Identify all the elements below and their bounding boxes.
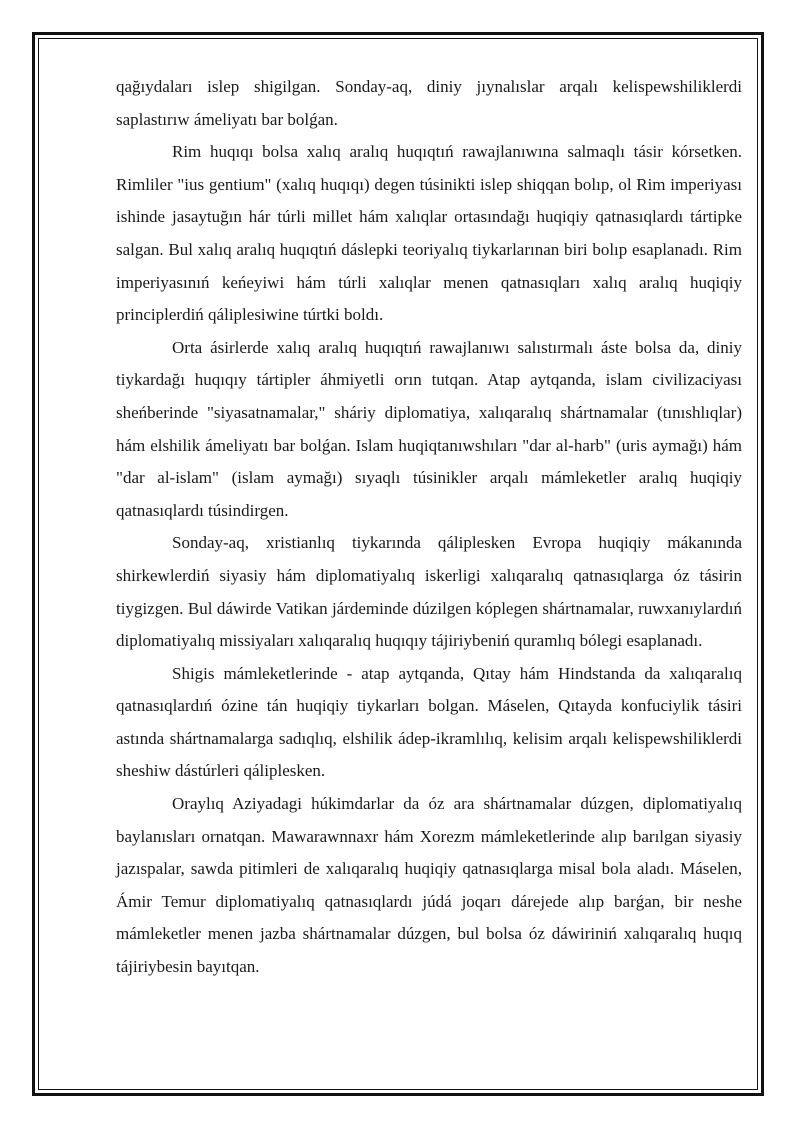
paragraph-roman-law: Rim huqıqı bolsa xalıq aralıq huqıqtıń rawajlanıwına salmaqlı tásir kórsetken. Rimliler "ius gentium" (xalıq huqıqı) degen túsinikti islep shiqqan bolıp, ol Rim imperiyası ishinde jasaytuğın hár túrli millet hám xalıqlar ortasındağı huqiqiy qatnasıqlardı tártipke salgan. Bul xalıq aralıq huqıqtıń dáslepki teoriyalıq tiykarlarınan biri bolıp esaplanadı. Rim imperiyasınıń keńeyiwi hám túrli xalıqlar menen qatnasıqları xalıq aralıq huqiqiy principlerdiń qáliplesiwine túrtki boldı. <box>116 142 742 325</box>
paragraph-christian-europe: Sonday-aq, xristianlıq tiykarında qáliplesken Evropa huqiqiy mákanında shirkewlerdiń siyasiy hám diplomatiyalıq iskerligi xalıqaralıq qatnasıqlarga óz tásirin tiygizgen. Bul dáwirde Vatikan járdeminde dúzilgen kóplegen shártnamalar, ruwxanıylardıń diplomatiyalıq missiyaları xalıqaralıq huqıqıy tájiriybeniń quramlıq bólegi esaplanadı. <box>116 533 742 651</box>
document-body <box>116 71 742 984</box>
paragraph-continuation: qağıydaları islep shigilgan. Sonday-aq, diniy jıynalıslar arqalı kelispewshiliklerdi saplastırıw ámeliyatı bar bolǵan. <box>116 77 742 129</box>
paragraph-central-asia: Oraylıq Aziyadagi húkimdarlar da óz ara shártnamalar dúzgen, diplomatiyalıq baylanısları ornatqan. Mawarawnnaxr hám Xorezm mámleketlerinde alıp barılgan siyasiy jazıspalar, sawda pitimleri de xalıqaralıq huqiqiy qatnasıqlarga misal bola aladı. Máselen, Ámir Temur diplomatiyalıq qatnasıqlardı júdá joqarı dárejede alıp barǵan, bir neshe mámleketler menen jazba shártnamalar dúzgen, bul bolsa óz dáwiriniń xalıqaralıq huqıq tájiriybesin bayıtqan. <box>116 794 742 977</box>
paragraph-middle-ages: Orta ásirlerde xalıq aralıq huqıqtıń rawajlanıwı salıstırmalı áste bolsa da, diniy tiykardağı huqıqıy tártipler áhmiyetli orın tutqan. Atap aytqanda, islam civilizaciyası sheńberinde "siyasatnamalar," sháriy diplomatiya, xalıqaralıq shártnamalar (tınıshlıqlar) hám elshilik ámeliyatı bar bolǵan. Islam huqiqtanıwshıları "dar al-harb" (uris aymağı) hám "dar al-islam" (islam aymağı) sıyaqlı túsinikler arqalı mámleketler aralıq huqiqiy qatnasıqlardı túsindirgen. <box>116 337 742 520</box>
paragraph-eastern-states: Shigis mámleketlerinde - atap aytqanda, Qıtay hám Hindstanda da xalıqaralıq qatnasıqlardıń ózine tán huqiqiy tiykarları bolgan. Máselen, Qıtayda konfuciylik tásiri astında shártnamalarga sadıqlıq, elshilik ádep-ikramlılıq, kelisim arqalı kelispewshiliklerdi sheshiw dástúrleri qáliplesken. <box>116 663 742 781</box>
